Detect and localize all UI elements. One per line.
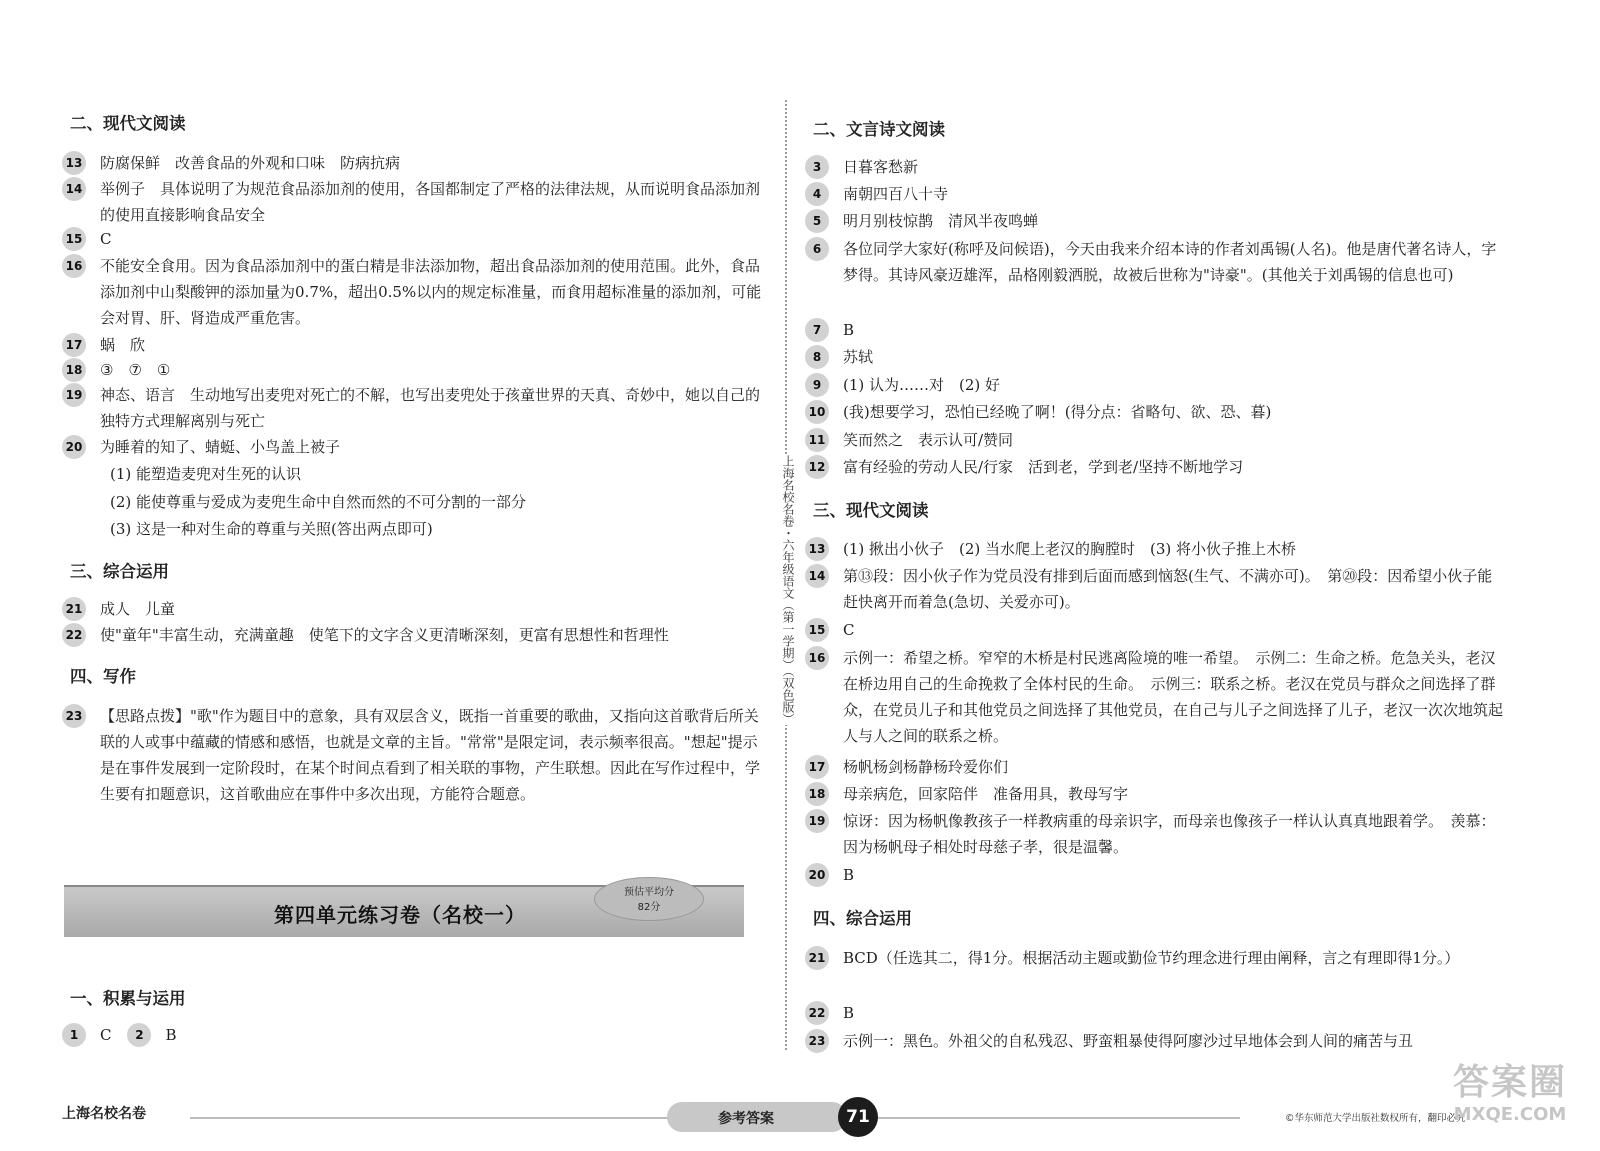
question-number: 11 [805,428,829,452]
answer-item [62,176,762,228]
answer-text: 成人 儿童 [100,600,176,618]
answer-text: 防腐保鲜 改善食品的外观和口味 防病抗病 [100,154,401,172]
answer-text: 南朝四百八十寺 [843,185,949,203]
question-number: 22 [805,1001,829,1025]
answer-item [62,434,762,460]
answer-item [805,781,1505,807]
watermark-logo [1425,1062,1595,1126]
question-number: 19 [805,809,829,833]
answer-item [805,154,1505,180]
answer-text: 日暮客愁新 [843,158,919,176]
question-number: 15 [62,227,86,251]
answer-text: B [843,1004,855,1022]
question-number: 22 [62,623,86,647]
answer-text: 明月别枝惊鹊 清风半夜鸣蝉 [843,212,1039,230]
answer-text: 笑而然之 表示认可/赞同 [843,431,1014,449]
answer-item [62,253,762,331]
answer-item [805,372,1505,398]
answer-item [805,945,1505,971]
answer-item [62,332,762,358]
question-number: 16 [62,254,86,278]
section-heading: 四、写作 [70,667,136,686]
answer-text: C [100,230,112,248]
answer-item [62,226,762,252]
copyright-notice: ©华东师范大学出版社数权所有，翻印必究 [1285,1113,1466,1124]
question-number: 15 [805,618,829,642]
section-heading: 三、综合运用 [70,562,169,581]
question-number: 20 [62,435,86,459]
question-number: 3 [805,155,829,179]
answer-text: 举例子 具体说明了为规范食品添加剂的使用，各国都制定了严格的法律法规，从而说明食品添加剂的使用直接影响食品安全 [100,180,761,224]
answer-item [805,181,1505,207]
answer-text: 第⑬段：因小伙子作为党员没有排到后面而感到恼怒(生气、不满亦可)。 第⑳段：因希望小伙子能赶快离开而着急(急切、关爱亦可)。 [843,567,1493,611]
answer-item [805,344,1505,370]
question-number: 7 [805,318,829,342]
answer-item [62,150,762,176]
answer-text: 母亲病危，回家陪伴 准备用具，教母写字 [843,785,1129,803]
spine-text: 上海名校名卷・六年级语文（第一学期）（双色版） [773,455,797,725]
question-number: 8 [805,345,829,369]
answer-text: 示例一：希望之桥。窄窄的木桥是村民逃离险境的唯一希望。 示例二：生命之桥。危急关头，老汉在桥边用自己的生命挽救了全体村民的生命。 示例三：联系之桥。老汉在党员与群众之间选择了群众，在党员儿子和其他党员之间选择了其他党员，在自己与儿子之间选择了儿子，老汉一次次地筑起人与人之间的联系之桥。 [843,649,1504,745]
answer-text: B [843,321,855,339]
question-number: 6 [805,237,829,261]
answer-item [805,427,1505,453]
unit-banner [64,885,744,937]
section-heading: 二、文言诗文阅读 [813,120,945,139]
question-number: 18 [805,782,829,806]
answer-text: 为睡着的知了、蜻蜓、小鸟盖上被子 [100,438,341,456]
question-number: 4 [805,182,829,206]
answer-text: 苏轼 [843,348,874,366]
answer-text: (1) 揪出小伙子 (2) 当水爬上老汉的胸膛时 (3) 将小伙子推上木桥 [843,540,1297,558]
watermark-main: 答案圈 [1452,1062,1567,1103]
answer-item [62,596,762,622]
answer-text: B [165,1026,177,1044]
question-number: 1 [62,1023,86,1047]
answer-item [62,382,762,434]
question-number: 17 [62,333,86,357]
answer-text: 神态、语言 生动地写出麦兜对死亡的不解，也写出麦兜处于孩童世界的天真、奇妙中，她以自己的独特方式理解离别与死亡 [100,386,761,430]
answer-item [805,454,1505,480]
section-heading: 三、现代文阅读 [813,501,929,520]
answer-item [805,1028,1505,1054]
answer-item [805,645,1505,749]
question-number: 18 [62,358,86,382]
answer-item [805,754,1505,780]
answer-text: (1) 认为……对 (2) 好 [843,376,1001,394]
score-badge [594,877,704,921]
question-number: 21 [805,946,829,970]
watermark-url: MXQE.COM [1453,1104,1567,1125]
question-number: 14 [62,177,86,201]
sub-answer: (1) 能塑造麦兜对生死的认识 [110,465,302,483]
sub-answer: (3) 这是一种对生命的尊重与关照(答出两点即可) [110,520,433,538]
question-number: 12 [805,455,829,479]
answer-item [805,617,1505,643]
answer-text: 示例一：黑色。外祖父的自私残忍、野蛮粗暴使得阿廖沙过早地体会到人间的痛苦与丑 [843,1032,1414,1050]
answer-text: 杨帆杨剑杨静杨玲爱你们 [843,758,1009,776]
page-number: 71 [838,1097,878,1137]
question-number: 23 [62,704,86,728]
question-number: 20 [805,863,829,887]
section-heading: 四、综合运用 [813,909,912,928]
question-number: 13 [805,537,829,561]
answer-item [805,536,1505,562]
question-number: 21 [62,597,86,621]
question-number: 14 [805,564,829,588]
question-number: 23 [805,1029,829,1053]
answer-text: (我)想要学习，恐怕已经晚了啊！(得分点：省略句、欲、恐、暮) [843,403,1272,421]
answer-item [805,208,1505,234]
answer-text: BCD（任选其二，得1分。根据活动主题或勤俭节约理念进行理由阐释，言之有理即得1分。） [843,949,1460,967]
answer-item [805,563,1505,615]
answer-text: 惊讶：因为杨帆像教孩子一样教病重的母亲识字，而母亲也像孩子一样认认真真地跟着学。 羡慕：因为杨帆母子相处时母慈子孝，很是温馨。 [843,812,1496,856]
question-number: 5 [805,209,829,233]
answer-text: 各位同学大家好(称呼及问候语)，今天由我来介绍本诗的作者刘禹锡(人名)。他是唐代著名诗人，字梦得。其诗风豪迈雄浑，品格刚毅洒脱，故被后世称为"诗豪"。(其他关于刘禹锡的信息也可) [843,240,1497,284]
answer-text: 蜗 欣 [100,336,146,354]
score-label: 预估平均分 [624,887,674,898]
answer-text: B [843,866,855,884]
footer-brand: 上海名校名卷 [62,1106,146,1122]
answer-text: C [843,621,855,639]
answer-text: 不能安全食用。因为食品添加剂中的蛋白精是非法添加物，超出食品添加剂的使用范围。此外，食品添加剂中山梨酸钾的添加量为0.7%，超出0.5%以内的规定标准量，而食用超标准量的添加剂，可能会对胃、肝、肾造成严重危害。 [100,257,762,327]
question-number: 16 [805,646,829,670]
section-heading: 二、现代文阅读 [70,114,186,133]
question-number: 19 [62,383,86,407]
answer-item [62,703,762,807]
unit-title: 第四单元练习卷（名校一） [274,903,526,927]
question-number: 2 [127,1023,151,1047]
answer-text: 【思路点拨】"歌"作为题目中的意象，具有双层含义，既指一首重要的歌曲，又指向这首歌背后所关联的人或事中蕴藏的情感和感悟，也就是文章的主旨。"常常"是限定词，表示频率很高。"想起"提示是在事件发展到一定阶段时，在某个时间点看到了相关联的事物，产生联想。因此在写作过程中，学生要有扣题意识，这首歌曲应在事件中多次出现，方能符合题意。 [100,707,761,803]
answer-item [62,1022,262,1048]
question-number: 13 [62,151,86,175]
question-number: 10 [805,400,829,424]
answer-item [62,622,762,648]
answer-text: 富有经验的劳动人民/行家 活到老，学到老/坚持不断地学习 [843,458,1244,476]
answer-item [805,808,1505,860]
answer-item [805,1000,1505,1026]
answer-text: ③ ⑦ ① [100,361,171,379]
answer-text: C [100,1026,112,1044]
answer-item [62,357,762,383]
footer-label: 参考答案 [718,1111,774,1127]
answer-text: 使"童年"丰富生动，充满童趣 使笔下的文字含义更清晰深刻，更富有思想性和哲理性 [100,626,669,644]
sub-answer: (2) 能使尊重与爱成为麦兜生命中自然而然的不可分割的一部分 [110,493,527,511]
question-number: 17 [805,755,829,779]
answer-item [805,236,1505,288]
question-number: 9 [805,373,829,397]
section-heading: 一、积累与运用 [70,989,186,1008]
score-value: 82分 [637,902,661,913]
answer-item [805,862,1505,888]
answer-item [805,317,1505,343]
answer-item [805,399,1505,425]
